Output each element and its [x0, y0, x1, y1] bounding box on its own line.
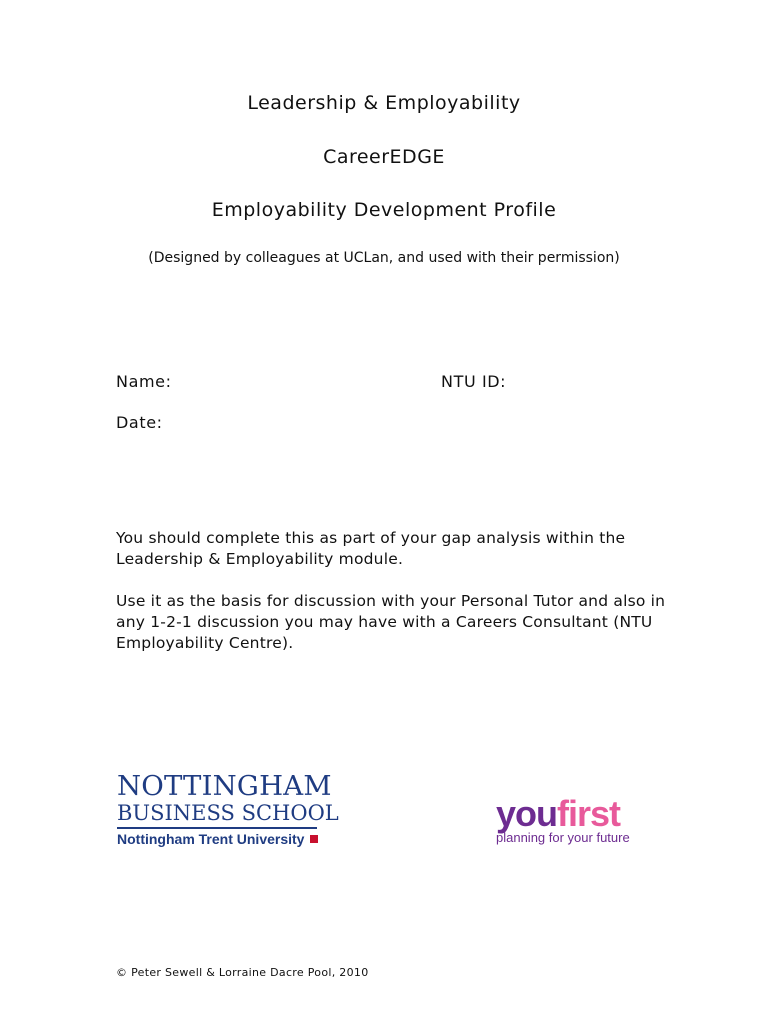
- youfirst-first: first: [557, 793, 621, 834]
- date-label: Date:: [116, 413, 163, 432]
- youfirst-wordmark: [496, 793, 630, 834]
- nbs-logo-line-1: NOTTINGHAM: [117, 770, 332, 802]
- document-title-line-3: Employability Development Profile: [211, 199, 557, 221]
- ntu-id-label: NTU ID:: [441, 372, 507, 391]
- document-title-line-2: CareerEDGE: [323, 146, 445, 168]
- ntu-crest-icon: [310, 835, 318, 843]
- instructions: [116, 528, 676, 654]
- name-label: Name:: [116, 372, 172, 391]
- instructions-paragraph-1: You should complete this as part of your gap analysis within the Leadership & Employability module.: [116, 529, 626, 568]
- youfirst-you: you: [496, 793, 558, 834]
- youfirst-logo: [496, 793, 630, 845]
- document-subtitle: (Designed by colleagues at UCLan, and used with their permission): [148, 250, 620, 266]
- copyright-footer: © Peter Sewell & Lorraine Dacre Pool, 2010: [116, 966, 369, 979]
- instructions-paragraph-2: Use it as the basis for discussion with your Personal Tutor and also in any 1-2-1 discussion you may have with a Careers Consultant (NTU Employability Centre).: [116, 592, 666, 652]
- nbs-logo-line-3: Nottingham Trent University: [117, 831, 305, 847]
- nbs-logo-line-2: BUSINESS SCHOOL: [117, 801, 339, 825]
- youfirst-tagline: planning for your future: [496, 830, 630, 845]
- nbs-logo-line-3-wrap: [117, 829, 329, 849]
- document-title-line-1: Leadership & Employability: [247, 92, 521, 114]
- nottingham-business-school-logo: [117, 770, 339, 849]
